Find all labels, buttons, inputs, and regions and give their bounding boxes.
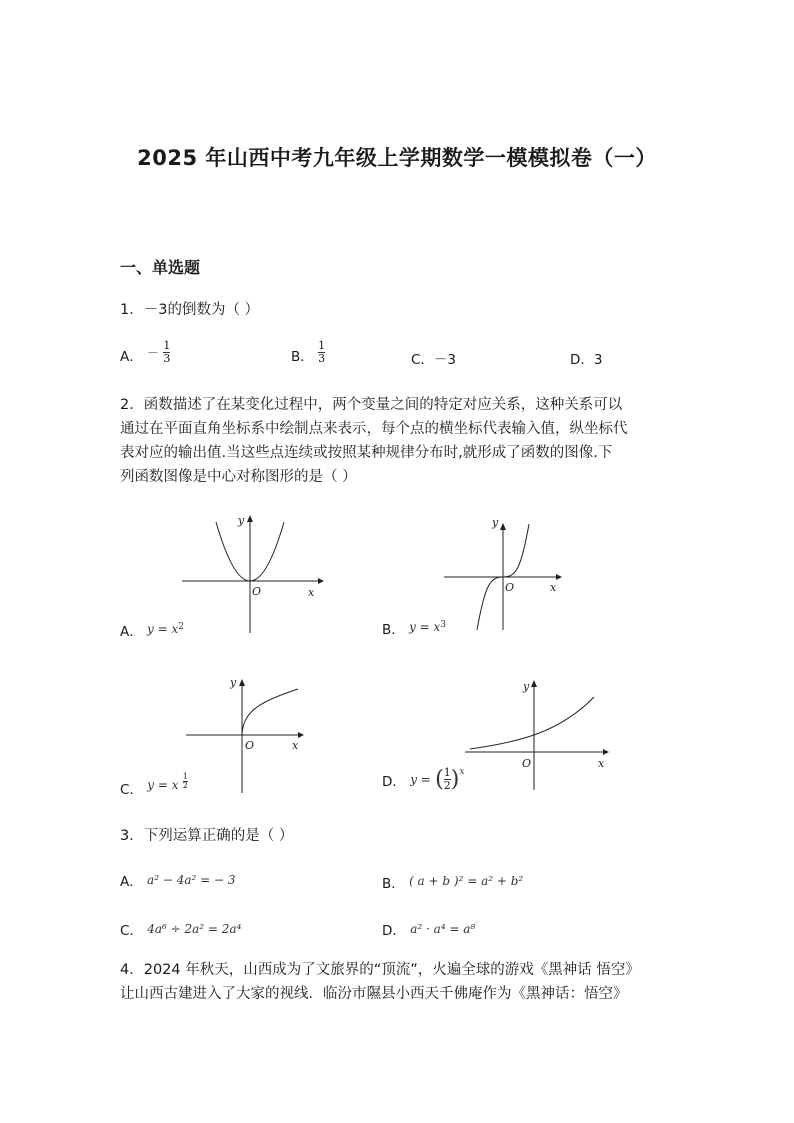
denominator: 3	[163, 352, 171, 365]
expression: 4a⁶ ÷ 2a² = 2a⁴	[147, 922, 242, 936]
question-3-option-c[interactable]	[120, 919, 241, 939]
denominator: 3	[318, 352, 326, 365]
numerator: 1	[182, 771, 188, 781]
question-1-stem: 1．－3的倒数为（ ）	[120, 302, 260, 318]
fraction	[318, 340, 325, 365]
stem-line: 列函数图像是中心对称图形的是（ ）	[120, 469, 357, 485]
y-axis-label: y	[230, 676, 237, 689]
x-axis-label: x	[598, 757, 605, 770]
left-paren: (	[435, 767, 444, 792]
denominator: 2	[182, 780, 188, 790]
option-label: C．	[120, 923, 143, 939]
origin-label: O	[252, 585, 262, 598]
question-3-option-b[interactable]	[382, 872, 523, 892]
question-2-option-c[interactable]	[120, 771, 188, 799]
option-label: A．	[120, 874, 143, 890]
fraction	[163, 340, 170, 365]
formula: y =	[410, 772, 431, 787]
option-label: D．	[382, 923, 406, 939]
stem-line: 2．函数描述了在某变化过程中，两个变量之间的特定对应关系，这种关系可以	[120, 397, 623, 413]
option-label: B．	[291, 349, 314, 365]
parabola-curve	[216, 522, 284, 581]
exponent: 3	[440, 619, 447, 630]
exponent-fraction	[183, 773, 188, 790]
stem-line: 通过在平面直角坐标系中绘制点来表示，每个点的横坐标代表输入值，纵坐标代	[120, 421, 628, 437]
origin-label: O	[505, 581, 515, 594]
page-title: 2025 年山西中考九年级上学期数学一模模拟卷（一）	[137, 146, 657, 170]
origin-label: O	[245, 739, 255, 752]
x-axis-arrow	[318, 578, 324, 584]
question-2-option-b[interactable]	[382, 618, 446, 638]
question-2-option-d[interactable]	[382, 767, 464, 792]
y-axis-arrow	[531, 680, 537, 687]
x-axis-label: x	[308, 586, 315, 599]
stem-line: 表对应的输出值.当这些点连续或按照某种规律分布时,就形成了函数的图像.下	[120, 445, 613, 461]
question-2-option-a[interactable]	[120, 620, 184, 640]
option-label: A．	[120, 349, 143, 365]
question-1-option-d[interactable]: D．3	[570, 352, 603, 368]
base-fraction	[444, 767, 451, 792]
option-label: B．	[382, 876, 405, 892]
minus-sign: －	[147, 346, 160, 360]
formula: y = x	[409, 620, 441, 634]
origin-label: O	[522, 757, 532, 770]
numerator: 1	[163, 339, 171, 352]
exponential-curve	[470, 697, 594, 749]
denominator: 2	[443, 779, 451, 792]
expression: a² − 4a² = − 3	[147, 873, 236, 887]
expression: a² · a⁴ = a⁸	[410, 922, 476, 936]
question-3-option-d[interactable]	[382, 919, 475, 939]
question-1-option-b[interactable]	[291, 340, 325, 365]
y-axis-label: y	[523, 680, 530, 693]
y-axis-arrow	[500, 523, 506, 530]
exponent: x	[459, 767, 465, 777]
cubic-curve	[477, 524, 529, 630]
x-axis-arrow	[603, 749, 609, 755]
x-axis-label: x	[292, 739, 299, 752]
option-label: C．	[120, 782, 143, 798]
question-2-stem	[120, 393, 700, 489]
formula: y = x	[147, 778, 179, 792]
question-3-stem: 3．下列运算正确的是（ ）	[120, 828, 294, 844]
y-axis-arrow	[247, 515, 253, 522]
right-paren: )	[450, 767, 460, 792]
formula: y = x	[147, 622, 179, 636]
y-axis-arrow	[239, 679, 245, 686]
expression: ( a + b )² = a² + b²	[409, 874, 524, 888]
y-axis-label: y	[492, 516, 499, 529]
question-1-option-c[interactable]: C．－3	[411, 352, 457, 368]
option-label: D．	[382, 773, 406, 790]
numerator: 1	[318, 339, 326, 352]
x-axis-label: x	[550, 581, 557, 594]
y-axis-label: y	[238, 514, 245, 527]
exponent: 2	[178, 621, 185, 632]
option-label: B．	[382, 622, 405, 638]
question-3-option-a[interactable]	[120, 870, 235, 890]
sqrt-curve	[242, 689, 298, 735]
stem-line: 4．2024 年秋天，山西成为了文旅界的“顶流”，火遍全球的游戏《黑神话 悟空》	[120, 962, 640, 978]
option-label: A．	[120, 624, 143, 640]
section-heading: 一、单选题	[120, 258, 201, 277]
numerator: 1	[443, 766, 451, 779]
question-1-option-a[interactable]	[120, 340, 170, 365]
x-axis-arrow	[556, 574, 562, 580]
x-axis-arrow	[298, 732, 304, 738]
question-4-stem	[120, 958, 710, 1006]
stem-line: 让山西古建进入了大家的视线．临汾市隰县小西天千佛庵作为《黑神话：悟空》	[120, 986, 628, 1002]
